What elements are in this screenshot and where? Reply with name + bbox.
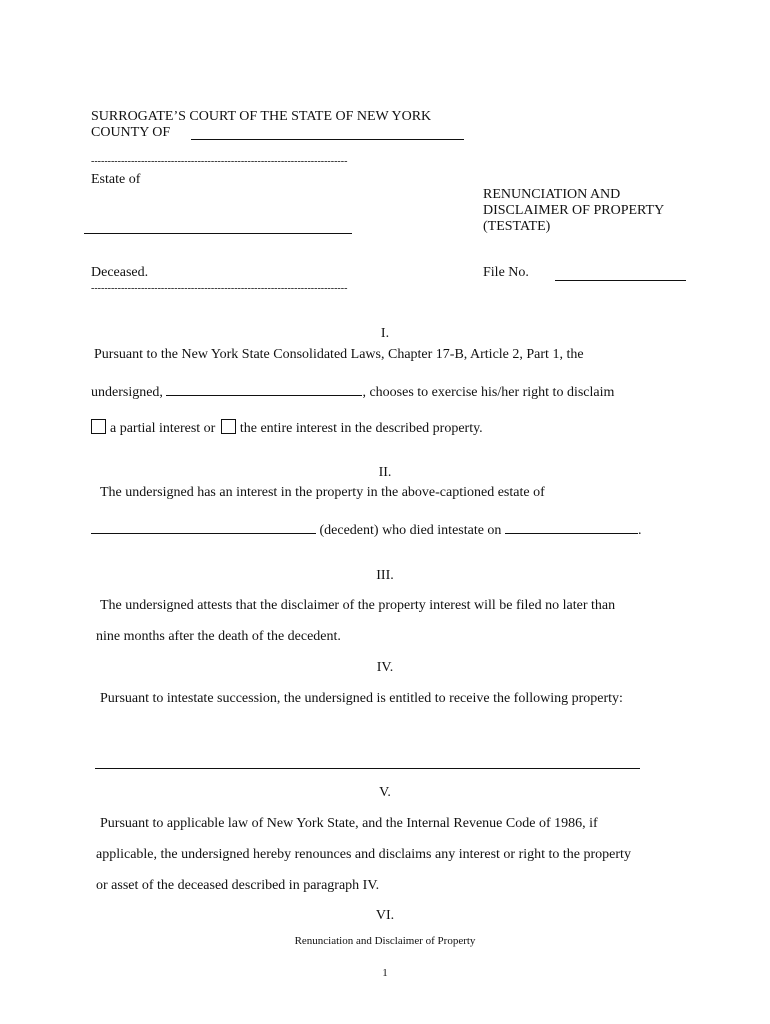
file-no-field[interactable] [555, 280, 686, 281]
section-ii-text-line1: The undersigned has an interest in the property in the above-captioned estate of [100, 485, 545, 500]
separator-top: ----------------------------------------------------------------------------- [91, 157, 348, 167]
deceased-label: Deceased. [91, 265, 149, 280]
entire-interest-checkbox[interactable] [221, 419, 236, 434]
court-name-line: SURROGATE’S COURT OF THE STATE OF NEW YORK [91, 109, 432, 124]
section-i-numeral: I. [380, 326, 390, 341]
county-field[interactable] [191, 139, 464, 140]
document-title-line1: RENUNCIATION AND [483, 187, 621, 202]
file-no-label: File No. [483, 265, 529, 280]
estate-decedent-field[interactable] [91, 521, 316, 534]
section-iii-text-line2: nine months after the death of the decedent. [96, 629, 341, 644]
date-of-death-field[interactable] [505, 521, 638, 534]
decedent-name-field[interactable] [84, 233, 352, 234]
property-description-field[interactable] [95, 768, 640, 769]
estate-of-label: Estate of [91, 172, 141, 187]
partial-interest-checkbox[interactable] [91, 419, 106, 434]
section-iv-text-line1: Pursuant to intestate succession, the undersigned is entitled to receive the following property: [100, 691, 623, 706]
section-ii-numeral: II. [378, 465, 392, 480]
section-iii-numeral: III. [376, 568, 394, 583]
section-i-text-line2 [91, 383, 614, 401]
footer-title: Renunciation and Disclaimer of Property [294, 935, 476, 947]
county-label: COUNTY OF [91, 125, 171, 140]
section-ii-text-line2 [91, 521, 641, 539]
undersigned-label: undersigned, [91, 385, 163, 400]
document-title-line3: (TESTATE) [483, 219, 551, 234]
undersigned-name-field[interactable] [166, 383, 362, 396]
period: . [637, 523, 642, 538]
section-v-text-line3: or asset of the deceased described in paragraph IV. [96, 878, 380, 893]
section-iv-numeral: IV. [376, 660, 394, 675]
section-i-text-line1: Pursuant to the New York State Consolidated Laws, Chapter 17-B, Article 2, Part 1, the [94, 347, 584, 362]
separator-bottom: ----------------------------------------------------------------------------- [91, 284, 348, 294]
document-title-line2: DISCLAIMER OF PROPERTY [483, 203, 665, 218]
section-v-numeral: V. [379, 785, 391, 800]
section-v-text-line2: applicable, the undersigned hereby renounces and disclaims any interest or right to the property [96, 847, 631, 862]
entire-interest-label: the entire interest in the described property. [239, 421, 483, 436]
page-number: 1 [382, 967, 388, 979]
died-intestate-label: (decedent) who died intestate on [319, 523, 502, 538]
disclaim-text: , chooses to exercise his/her right to disclaim [362, 385, 615, 400]
section-v-text-line1: Pursuant to applicable law of New York State, and the Internal Revenue Code of 1986, if [100, 816, 598, 831]
section-vi-numeral: VI. [375, 908, 395, 923]
section-iii-text-line1: The undersigned attests that the disclaimer of the property interest will be filed no later than [100, 598, 616, 613]
partial-interest-label: a partial interest or [110, 421, 216, 436]
interest-options [91, 419, 483, 437]
